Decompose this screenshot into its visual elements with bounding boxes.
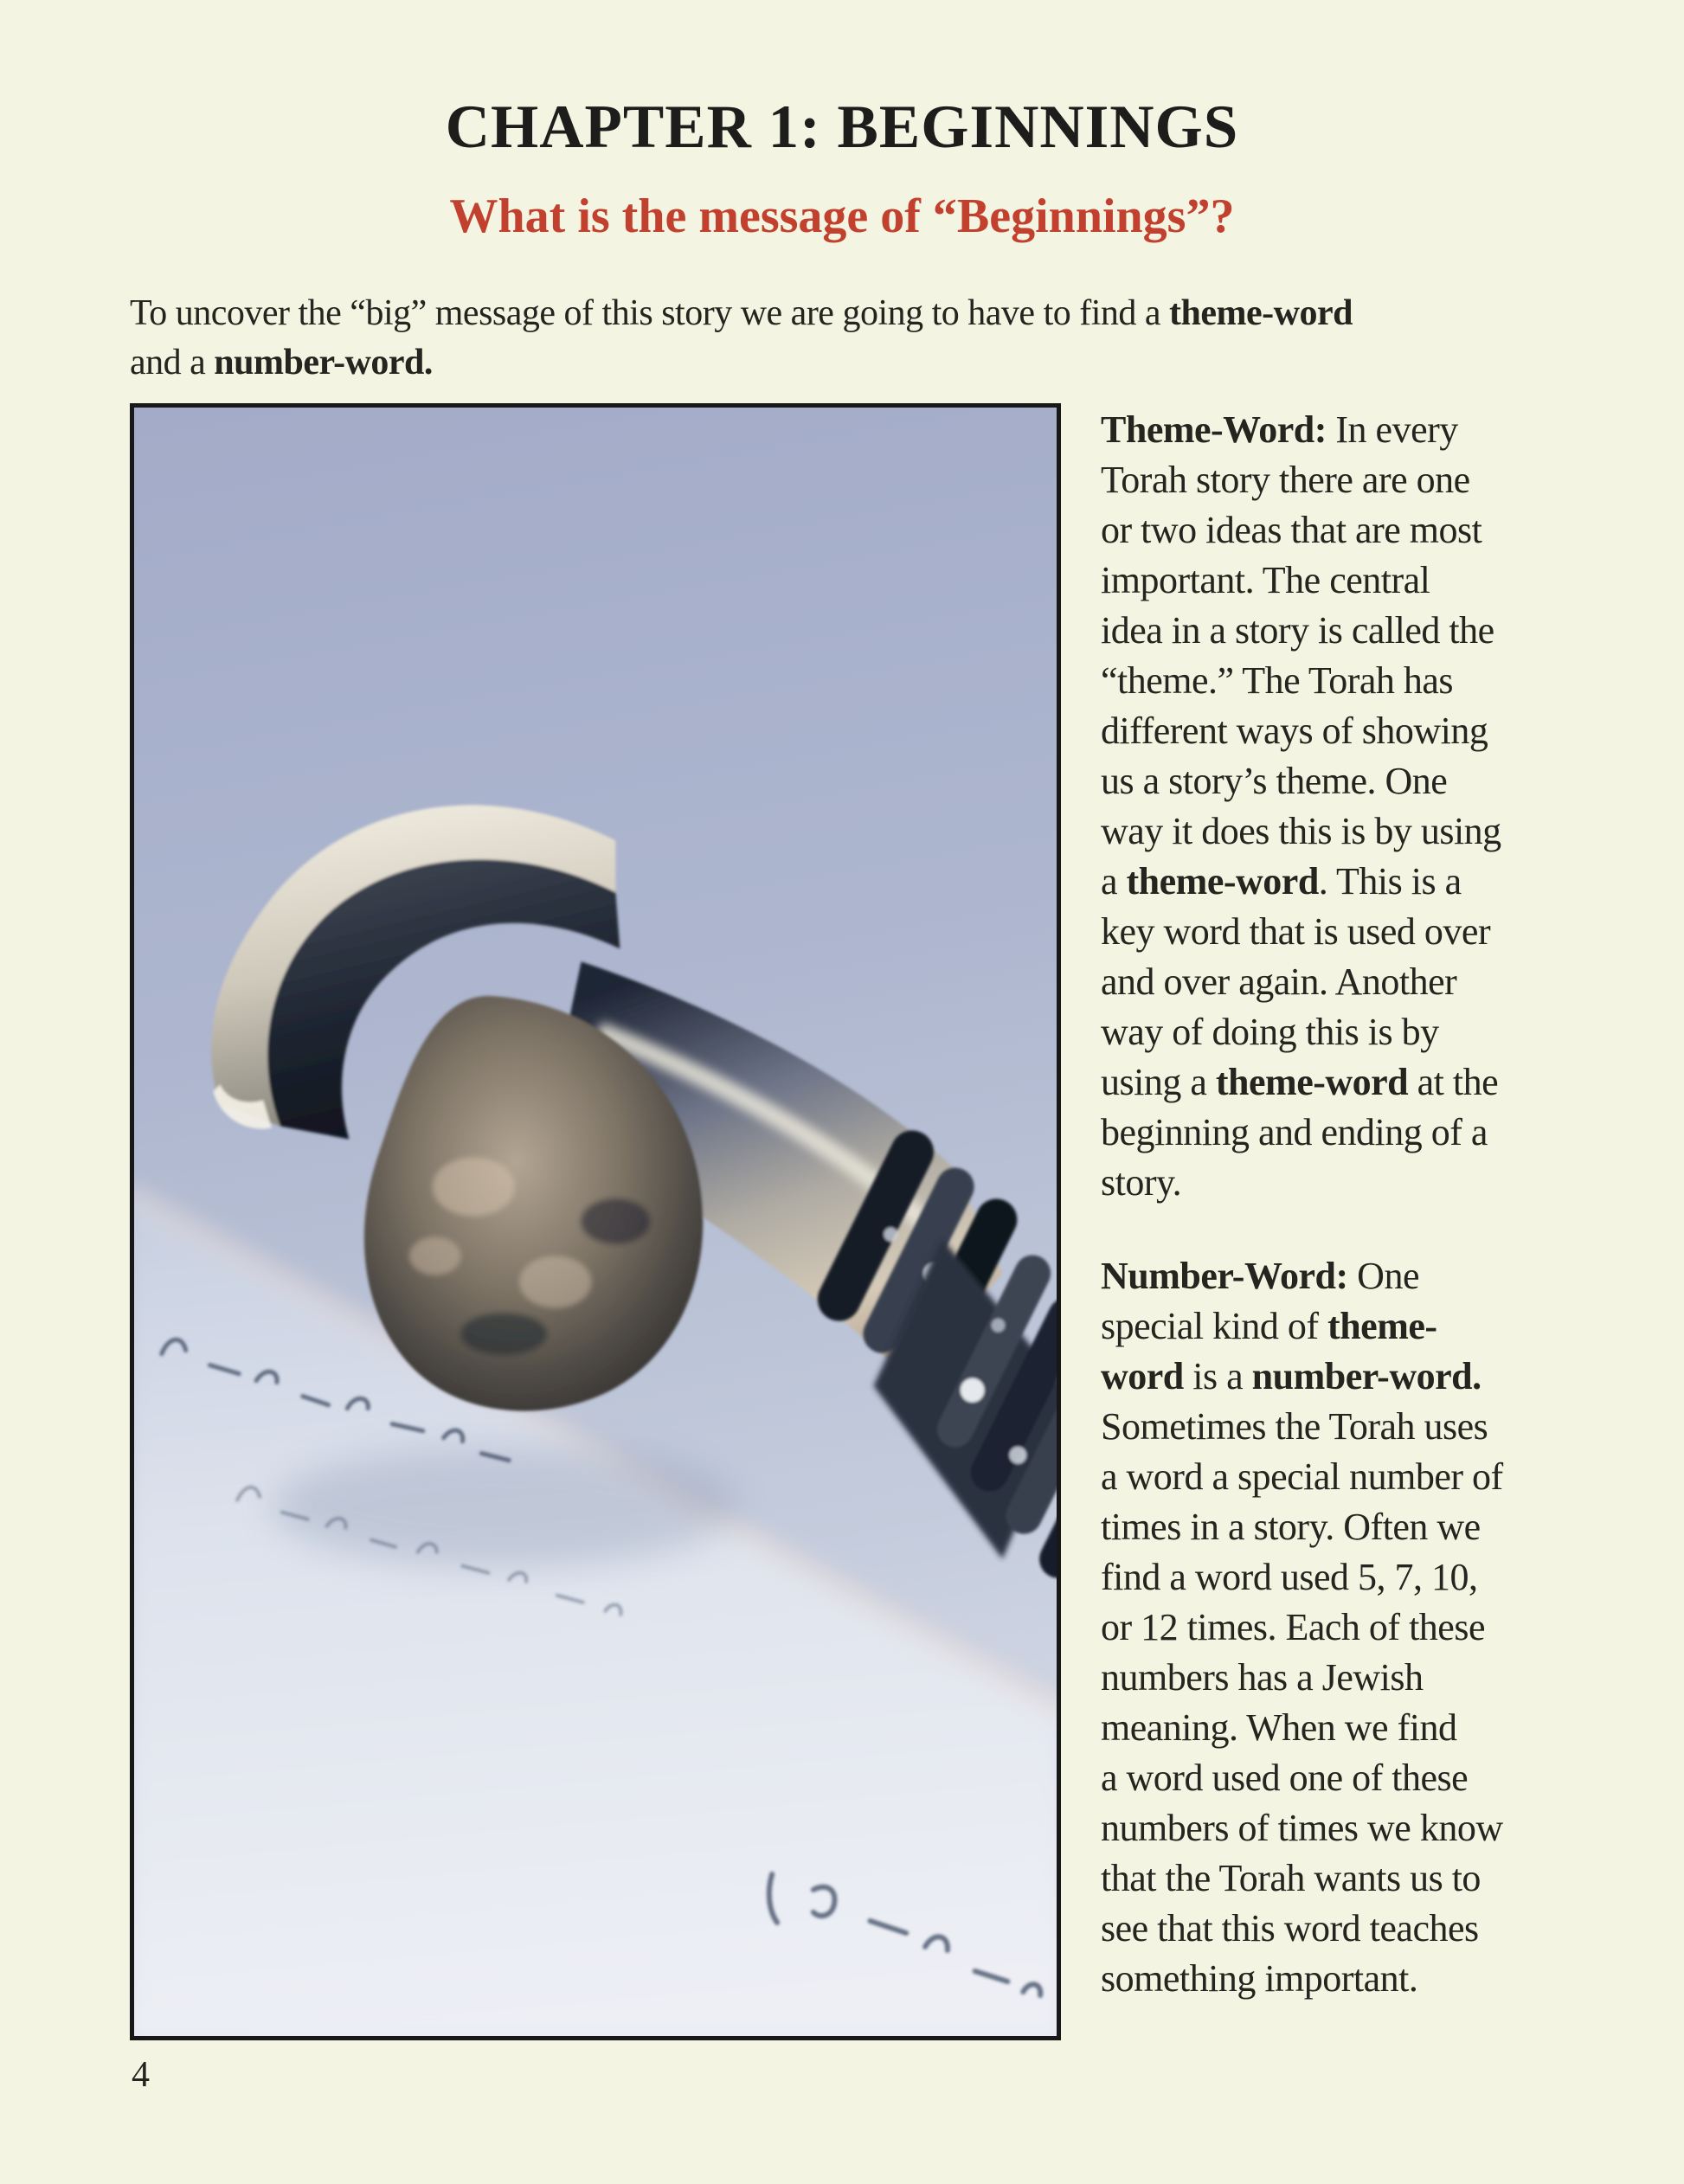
text-line: or 12 times. Each of these	[1101, 1606, 1485, 1648]
text-line: Theme-Word: In every	[1101, 408, 1458, 451]
text-line: something important.	[1101, 1957, 1418, 2000]
text-line: using a theme-word at the	[1101, 1061, 1499, 1103]
text-line: important. The central	[1101, 559, 1430, 601]
text-line: see that this word teaches	[1101, 1907, 1479, 1950]
text-line: or two ideas that are most	[1101, 509, 1482, 551]
text-line: Torah story there are one	[1101, 459, 1470, 501]
text-line: a word a special number of	[1101, 1455, 1503, 1498]
text-line: story.	[1101, 1161, 1182, 1204]
hand-shadow	[272, 1447, 736, 1568]
text-line: and over again. Another	[1101, 960, 1457, 1003]
text-line: meaning. When we find	[1101, 1706, 1457, 1749]
torah-pointer-photo	[130, 403, 1061, 2040]
text-line: beginning and ending of a	[1101, 1111, 1488, 1153]
text-line: idea in a story is called the	[1101, 609, 1494, 652]
text-line: times in a story. Often we	[1101, 1506, 1481, 1548]
number-word-definition	[1101, 1251, 1663, 2004]
intro-paragraph	[130, 289, 1601, 388]
text-line: special kind of theme-	[1101, 1305, 1437, 1347]
text-line: a word used one of these	[1101, 1757, 1469, 1799]
text-line: numbers has a Jewish	[1101, 1656, 1424, 1699]
theme-word-definition	[1101, 405, 1663, 1208]
text-line: that the Torah wants us to	[1101, 1857, 1481, 1899]
page-number: 4	[132, 2055, 150, 2095]
chapter-title: CHAPTER 1: BEGINNINGS	[445, 93, 1239, 161]
text-line: different ways of showing	[1101, 710, 1488, 752]
text-line: numbers of times we know	[1101, 1807, 1503, 1849]
torah-pointer-image	[134, 408, 1057, 2036]
sidebar-definitions	[1101, 405, 1663, 2004]
text-line: find a word used 5, 7, 10,	[1101, 1556, 1478, 1598]
text-line: To uncover the “big” message of this story we are going to have to find a theme-word	[130, 293, 1353, 333]
text-line: us a story’s theme. One	[1101, 760, 1448, 802]
text-line: word is a number-word.	[1101, 1355, 1482, 1397]
text-line: “theme.” The Torah has	[1101, 659, 1454, 702]
text-line: a theme-word. This is a	[1101, 860, 1462, 903]
text-line: key word that is used over	[1101, 910, 1491, 953]
text-line: and a number-word.	[130, 343, 433, 382]
text-line: Sometimes the Torah uses	[1101, 1405, 1488, 1448]
text-line: way it does this is by using	[1101, 810, 1501, 852]
text-line: Number-Word: One	[1101, 1255, 1419, 1297]
text-line: way of doing this is by	[1101, 1011, 1439, 1053]
chapter-subtitle: What is the message of “Beginnings”?	[449, 189, 1235, 243]
